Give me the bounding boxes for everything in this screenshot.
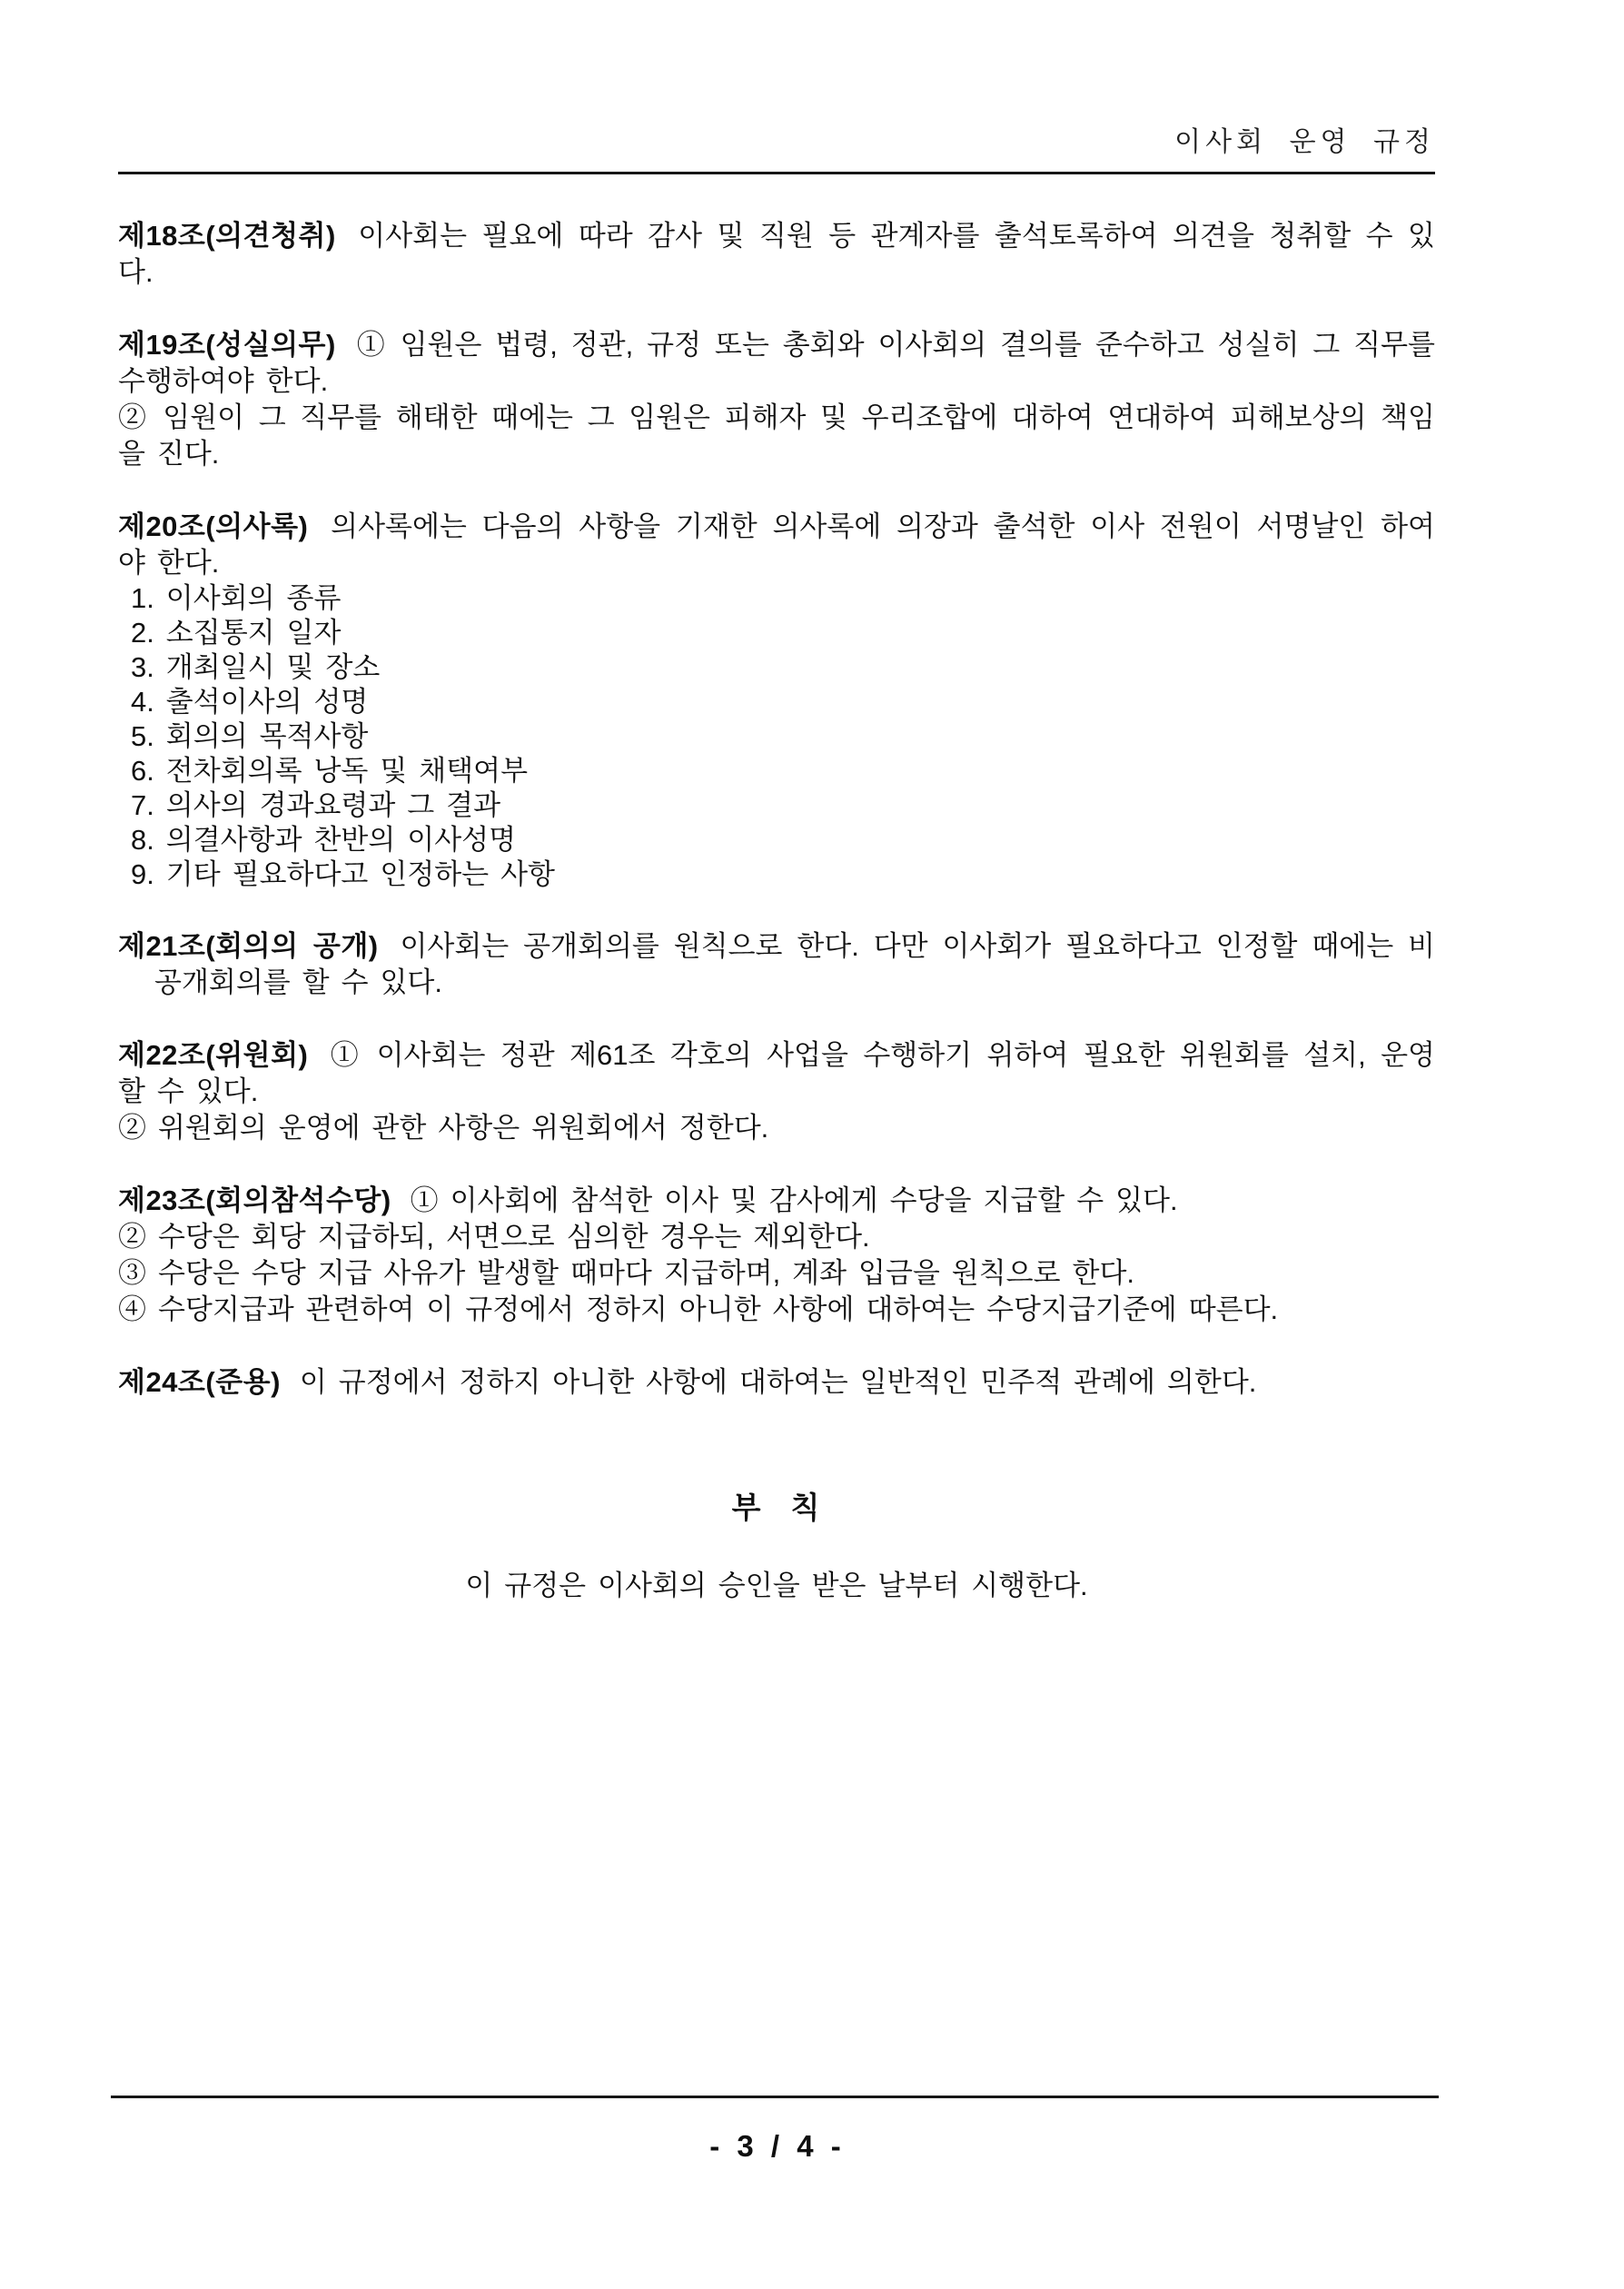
footer-rule	[111, 2096, 1439, 2098]
line-text: 5. 회의의 목적사항	[131, 720, 369, 752]
page-number: - 3 / 4 -	[709, 2129, 844, 2163]
article-line	[118, 1292, 1435, 1328]
list-item	[118, 823, 1435, 857]
line-text: ② 위원회의 운영에 관한 사항은 위원회에서 정한다.	[118, 1112, 769, 1144]
article-heading-line	[118, 327, 1435, 363]
line-text: 7. 의사의 경과요령과 그 결과	[131, 789, 501, 821]
article-line	[118, 965, 1435, 1001]
header-rule	[118, 172, 1435, 174]
article-line	[118, 254, 1435, 291]
line-text: 1. 이사회의 종류	[131, 582, 342, 614]
line-text: 다.	[118, 256, 153, 288]
list-item	[118, 754, 1435, 788]
article-19	[118, 327, 1435, 472]
article-line	[118, 1255, 1435, 1292]
list-item	[118, 685, 1435, 719]
document-header-title: 이사회 운영 규정	[1174, 127, 1435, 157]
article-number-label: 제24조(준용)	[118, 1366, 281, 1398]
line-text: ① 이사회에 참석한 이사 및 감사에게 수당을 지급할 수 있다.	[410, 1184, 1178, 1216]
document-body	[118, 218, 1435, 1604]
list-item	[118, 581, 1435, 616]
addendum-body: 이 규정은 이사회의 승인을 받은 날부터 시행한다.	[465, 1570, 1088, 1601]
article-number-label: 제21조(회의의 공개)	[118, 930, 379, 962]
article-heading-line	[118, 1183, 1435, 1219]
line-text: ④ 수당지급과 관련하여 이 규정에서 정하지 아니한 사항에 대하여는 수당지급기준에 따른다.	[118, 1293, 1279, 1325]
addendum-section	[118, 1490, 1435, 1604]
article-24	[118, 1364, 1435, 1401]
article-line	[118, 1110, 1435, 1146]
article-line	[118, 545, 1435, 581]
article-heading-line	[118, 509, 1435, 545]
article-18	[118, 218, 1435, 291]
article-heading-line	[118, 928, 1435, 965]
article-line	[118, 1219, 1435, 1255]
line-text: 6. 전차회의록 낭독 및 채택여부	[131, 755, 529, 787]
article-21	[118, 928, 1435, 1001]
line-text: 3. 개최일시 및 장소	[131, 651, 381, 683]
list-item	[118, 616, 1435, 650]
list-item	[118, 788, 1435, 823]
article-number-label: 제23조(회의참석수당)	[118, 1184, 391, 1216]
line-text: 수행하여야 한다.	[118, 365, 329, 397]
article-line	[118, 436, 1435, 472]
line-text: 2. 소집통지 일자	[131, 617, 342, 649]
addendum-title: 부 칙	[731, 1491, 822, 1524]
article-line	[118, 1074, 1435, 1110]
line-text: ① 임원은 법령, 정관, 규정 또는 총회와 이사회의 결의를 준수하고 성실히 그 직무를	[356, 329, 1435, 361]
line-text: 을 진다.	[118, 438, 220, 470]
line-text: 이사회는 필요에 따라 감사 및 직원 등 관계자를 출석토록하여 의견을 청취할 수 있	[358, 220, 1436, 252]
article-line	[118, 363, 1435, 400]
line-text: ② 수당은 회당 지급하되, 서면으로 심의한 경우는 제외한다.	[118, 1221, 870, 1253]
article-number-label: 제22조(위원회)	[118, 1039, 309, 1071]
article-number-label: 제18조(의견청취)	[118, 220, 336, 252]
list-item	[118, 857, 1435, 892]
article-22	[118, 1037, 1435, 1146]
line-text: 9. 기타 필요하다고 인정하는 사항	[131, 858, 555, 890]
article-heading-line	[118, 1364, 1435, 1401]
article-heading-line	[118, 1037, 1435, 1074]
line-text: 할 수 있다.	[118, 1075, 259, 1107]
article-20	[118, 509, 1435, 892]
article-23	[118, 1183, 1435, 1328]
line-text: ③ 수당은 수당 지급 사유가 발생할 때마다 지급하며, 계좌 입금을 원칙으로 한다.	[118, 1257, 1135, 1289]
line-text: 이사회는 공개회의를 원칙으로 한다. 다만 이사회가 필요하다고 인정할 때에는 비	[400, 930, 1436, 962]
article-number-label: 제20조(의사록)	[118, 510, 309, 542]
line-text: 공개회의를 할 수 있다.	[154, 966, 442, 998]
list-item	[118, 719, 1435, 754]
line-text: 의사록에는 다음의 사항을 기재한 의사록에 의장과 출석한 이사 전원이 서명날인 하여	[331, 510, 1435, 542]
line-text: 이 규정에서 정하지 아니한 사항에 대하여는 일반적인 민주적 관례에 의한다.	[299, 1366, 1257, 1398]
article-number-label: 제19조(성실의무)	[118, 329, 336, 361]
article-heading-line	[118, 218, 1435, 254]
line-text: ① 이사회는 정관 제61조 각호의 사업을 수행하기 위하여 필요한 위원회를 설치, 운영	[330, 1039, 1435, 1071]
line-text: 8. 의결사항과 찬반의 이사성명	[131, 824, 517, 856]
line-text: 4. 출석이사의 성명	[131, 686, 369, 718]
article-line	[118, 400, 1435, 436]
line-text: 야 한다.	[118, 547, 220, 579]
line-text: ② 임원이 그 직무를 해태한 때에는 그 임원은 피해자 및 우리조합에 대하여 연대하여 피해보상의 책임	[118, 401, 1435, 433]
articles	[118, 218, 1435, 1401]
list-item	[118, 650, 1435, 685]
